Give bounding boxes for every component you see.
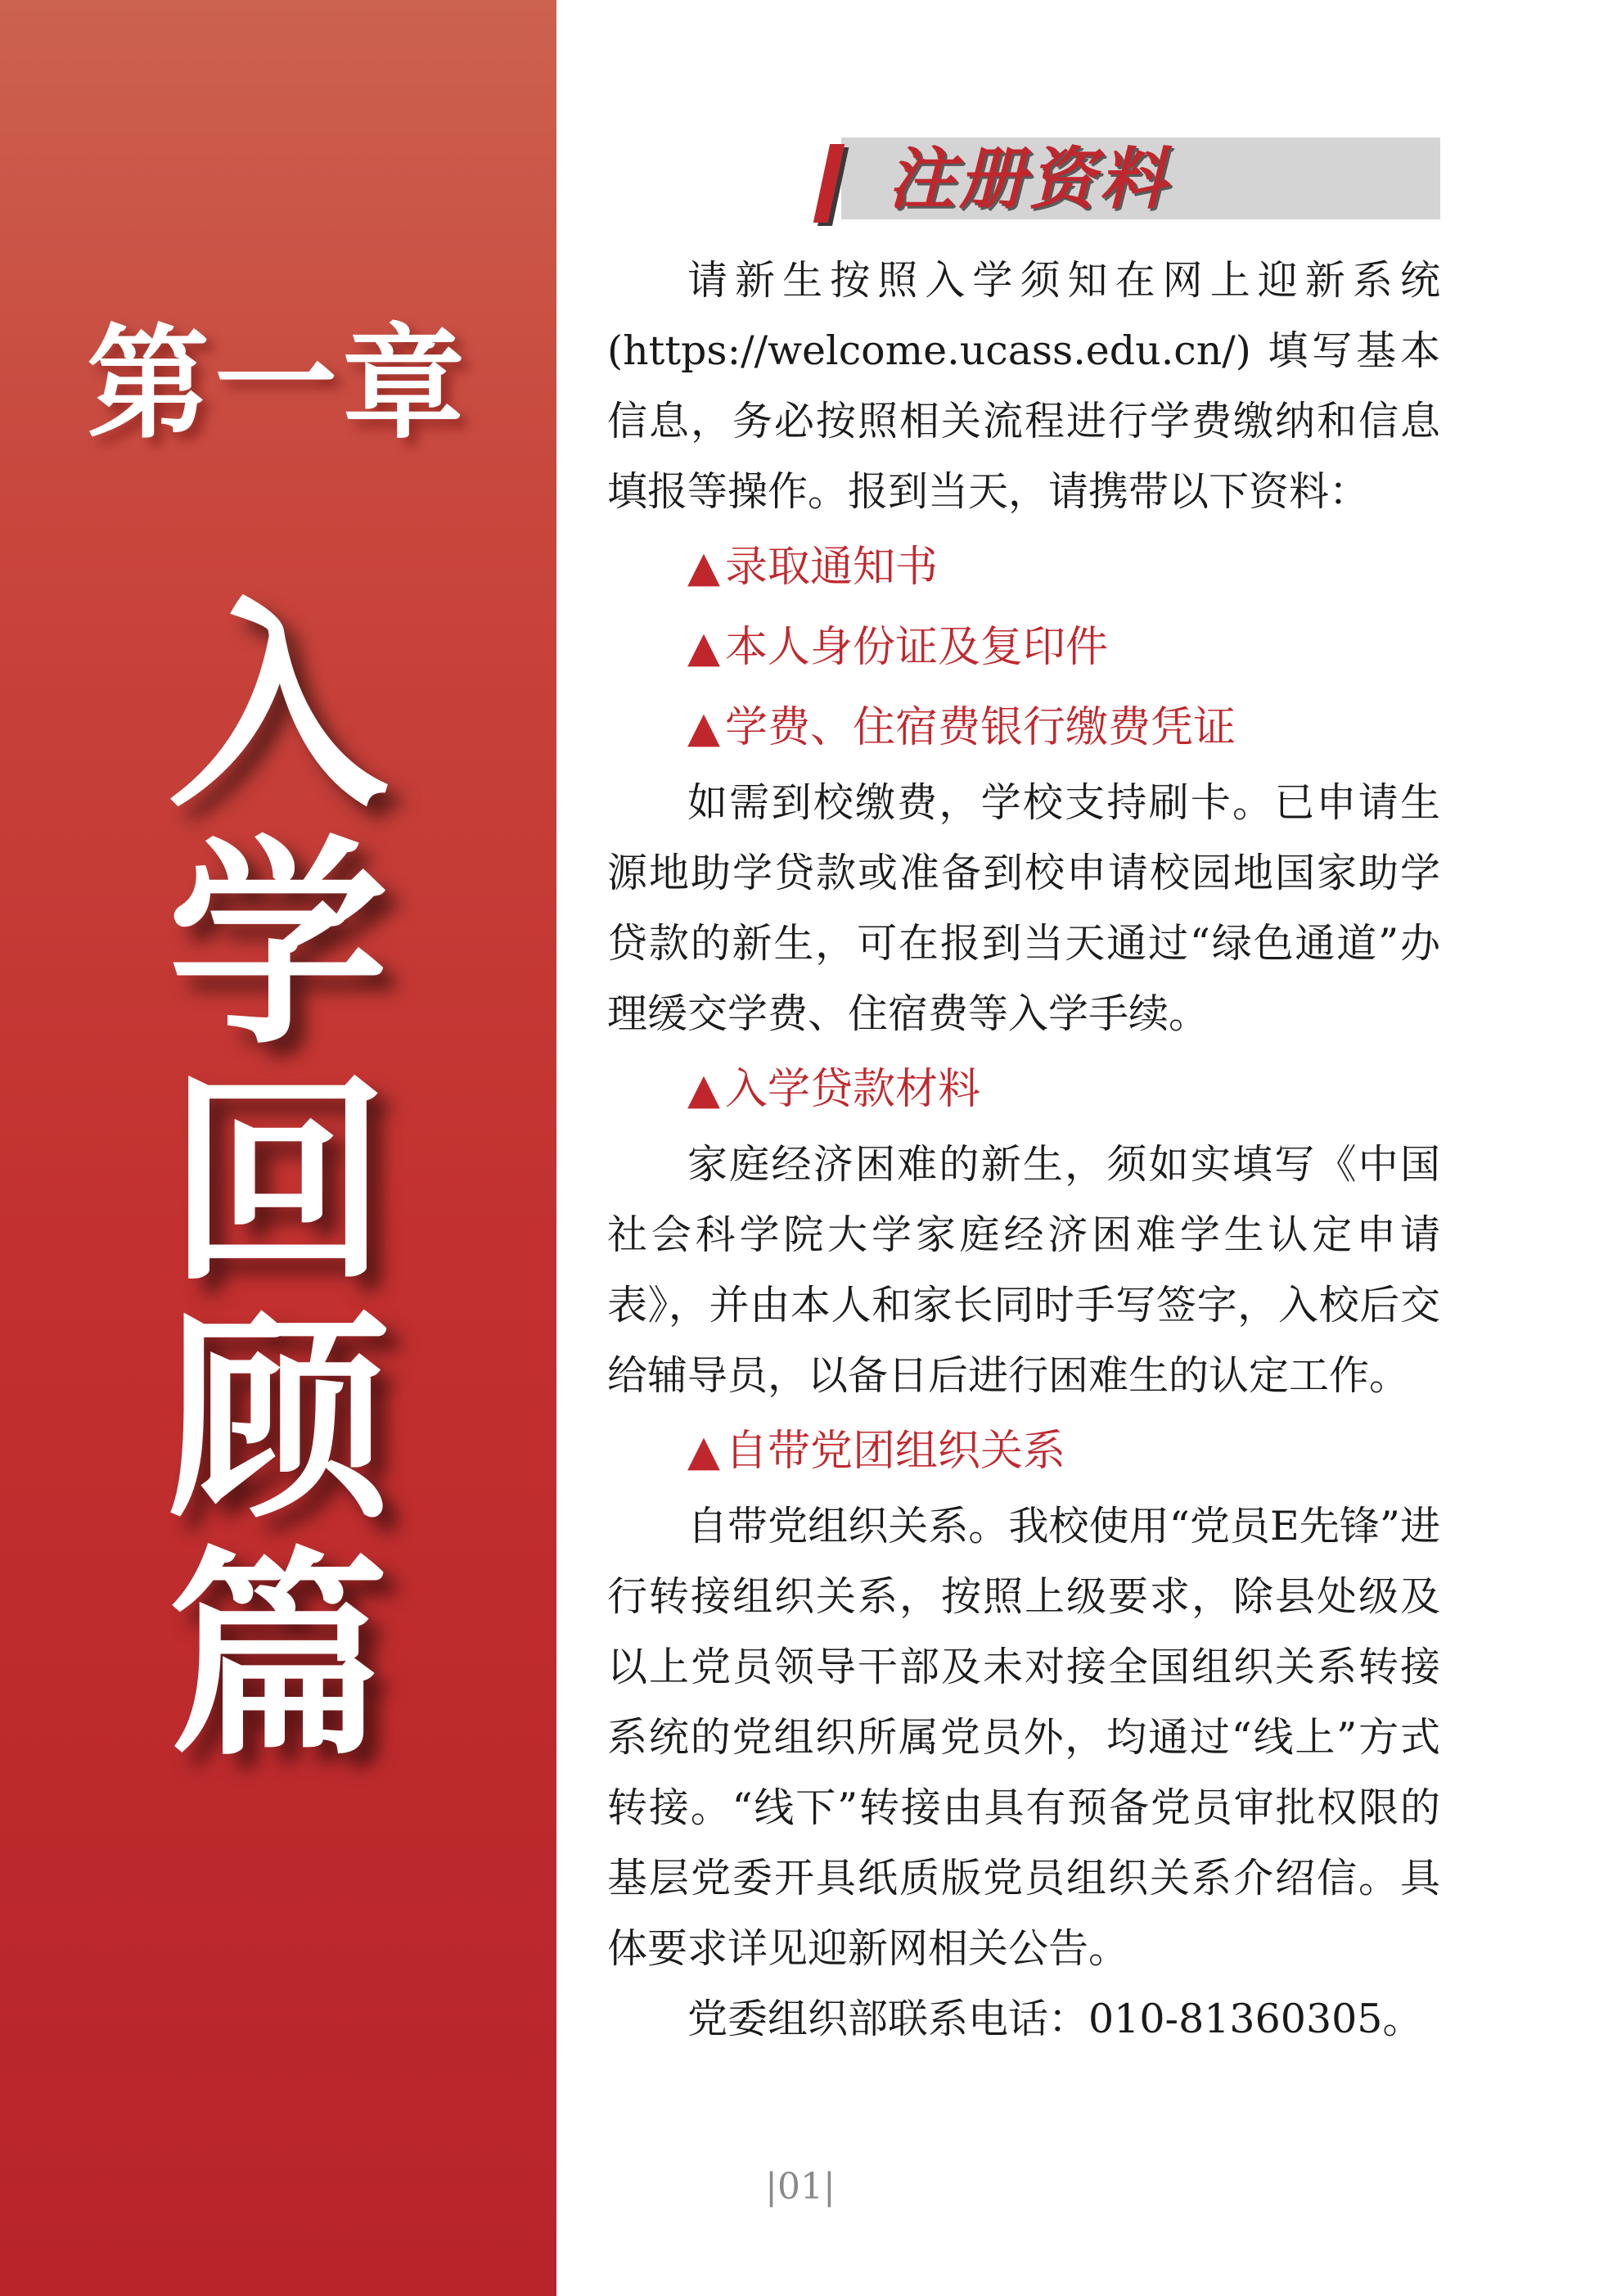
title-char: 回	[168, 1053, 389, 1311]
loan-paragraph: 家庭经济困难的新生，须如实填写《中国社会科学院大学家庭经济困难学生认定申请表》，并由本人和家长同时手写签字，入校后交给辅导员，以备日后进行困难生的认定工作。	[607, 1141, 1440, 1399]
list-item	[607, 607, 1440, 688]
item-label: 学费、住宿费银行缴费凭证	[725, 703, 1236, 752]
title-char: 学	[168, 816, 389, 1074]
triangle-icon: ▲	[687, 623, 720, 672]
item-label: 录取通知书	[725, 543, 939, 592]
item-label: 自带党团组织关系	[725, 1427, 1066, 1476]
triangle-icon: ▲	[687, 543, 720, 592]
title-char: 顾	[168, 1291, 389, 1549]
heading-accent-mark	[813, 144, 845, 223]
section-heading: 注册资料	[888, 141, 1169, 219]
title-char: 篇	[168, 1528, 389, 1786]
contact-line: 党委组织部联系电话：010-81360305。	[687, 1996, 1423, 2042]
list-item	[607, 1049, 1440, 1130]
chapter-sidebar	[0, 0, 556, 2296]
triangle-icon: ▲	[687, 703, 720, 752]
page-number: |01|	[765, 2166, 836, 2208]
triangle-icon: ▲	[687, 1065, 720, 1114]
intro-paragraph: 请新生按照入学须知在网上迎新系统(https://welcome.ucass.edu.cn/) 填写基本信息，务必按照相关流程进行学费缴纳和信息填报等操作。报到当天，请携带以下资料：	[607, 257, 1440, 515]
triangle-icon: ▲	[687, 1427, 720, 1476]
chapter-title	[0, 579, 556, 1786]
list-item	[607, 527, 1440, 607]
item-label: 入学贷款材料	[725, 1065, 981, 1114]
party-paragraph: 自带党组织关系。我校使用“党员E先锋”进行转接组织关系，按照上级要求，除县处级及以上党员领导干部及未对接全国组织关系转接系统的党组织所属党员外，均通过“线上”方式转接。“线下”转接由具有预备党员审批权限的基层党委开具纸质版党员组织关系介绍信。具体要求详见迎新网相关公告。	[607, 1503, 1440, 1972]
title-char: 入	[168, 579, 389, 837]
item-label: 本人身份证及复印件	[725, 623, 1109, 672]
main-content	[607, 246, 1440, 2055]
list-item	[607, 688, 1440, 768]
payment-paragraph: 如需到校缴费，学校支持刷卡。已申请生源地助学贷款或准备到校申请校园地国家助学贷款的新生，可在报到当天通过“绿色通道”办理缓交学费、住宿费等入学手续。	[607, 779, 1440, 1037]
chapter-label: 第一章	[86, 314, 470, 456]
list-item	[607, 1411, 1440, 1491]
